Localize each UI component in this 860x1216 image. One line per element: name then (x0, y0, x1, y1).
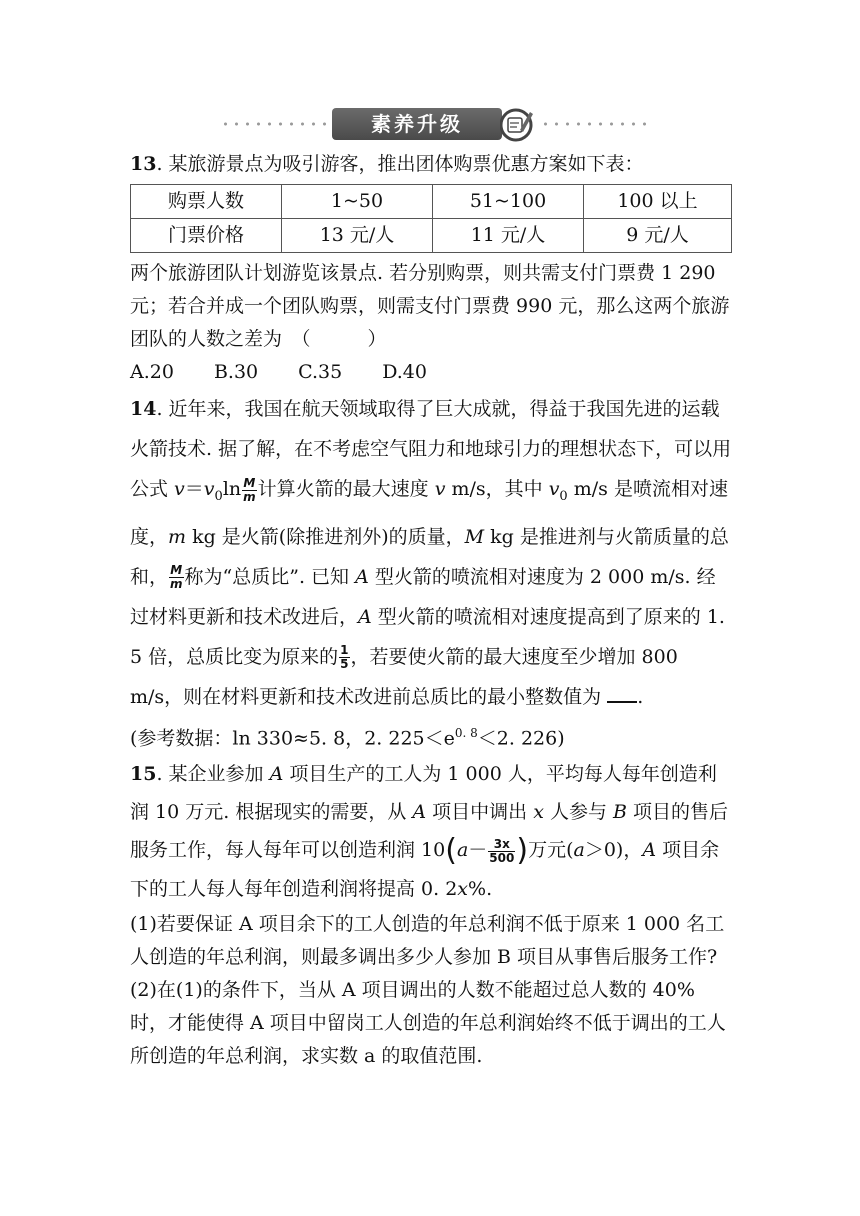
q14-reference: (参考数据：ln 330≈5. 8，2. $225<e^{0. 8}<2$. 226) (130, 725, 565, 750)
profit-fraction: $\frac{3x}{500}$ (489, 836, 515, 865)
table-cell: 9 元/人 (584, 219, 732, 253)
table-cell: 13 元/人 (282, 219, 433, 253)
table-row (131, 219, 732, 253)
mass-ratio-fraction: $\frac{M}{m}$ (170, 563, 183, 592)
section-banner (220, 104, 640, 144)
q15-part2: (2)在(1)的条件下，当从 A 项目调出的人数不能超过总人数的 40% 时，才能使得 A 项目中留岗工人创造的年总利润始终不低于调出的工人所创造的年总利润，求实数 a 的取值范围. (130, 979, 726, 1068)
table-row (131, 185, 732, 219)
table-cell: 购票人数 (131, 185, 282, 219)
banner-title: 素养升级 (332, 108, 502, 140)
q13-options (130, 356, 734, 389)
ticket-price-table (130, 184, 732, 253)
q14-text: 14. 近年来，我国在航天领域取得了巨大成就，得益于我国先进的运载火箭技术. 据了解，在不考虑空气阻力和地球引力的理想状态下，可以用公式 $v=v_0\ln$ $\frac{M}{m}$ 计算火箭的最大速度 v m/s，其中 $v_0$ m/s 是喷流相对速度，m kg 是火箭(除推进剂外)的质量，M kg 是推进剂与火箭质量的总和， $\frac{M}{m}$ 称为“总质比”. 已知 A 型火箭的喷流相对速度为 2 000 m/s. 经过材料更新和技术改进后，A 型火箭的喷流相对速度提高到了原来的 1. 5 倍，总质比变为原来的 $\frac{1}{5}$ ，若要使火箭的最大速度至少增加 800 m/s，则在材料更新和技术改进前总质比的最小整数值为 . (130, 398, 732, 708)
dotted-rule-right (540, 120, 650, 128)
table-cell: 1~50 (282, 185, 433, 219)
table-cell: 门票价格 (131, 219, 282, 253)
table-cell: 11 元/人 (433, 219, 584, 253)
answer-blank (607, 683, 637, 703)
q15-text: 15. 某企业参加 A 项目生产的工人为 1 000 人，平均每人每年创造利润 10 万元. 根据现实的需要，从 A 项目中调出 x 人参与 B 项目的售后服务工作，每人每年可以创造利润 10(a－ $\frac{3x}{500}$ )万元(a＞0)，A 项目余下的工人每人每年创造利润将提高 0. 2x%. (130, 763, 729, 901)
pencil-note-icon (500, 106, 534, 142)
q15-part1: (1)若要保证 A 项目余下的工人创造的年总利润不低于原来 1 000 名工人创造的年总利润，则最多调出多少人参加 B 项目从事售后服务工作? (130, 913, 725, 969)
option-b: B.30 (213, 361, 259, 383)
option-a: A.20 (130, 361, 174, 383)
mass-ratio-fraction: $\frac{M}{m}$ (243, 475, 256, 504)
table-cell: 100 以上 (584, 185, 732, 219)
table-cell: 51~100 (433, 185, 584, 219)
option-c: C.35 (298, 361, 343, 383)
question-content (130, 148, 734, 1073)
one-fifth-fraction: $\frac{1}{5}$ (340, 643, 349, 672)
q13-body: 两个旅游团队计划游览该景点. 若分别购票，则共需支付门票费 1 290 元；若合并成一个团队购票，则需支付门票费 990 元，那么这两个旅游团队的人数之差为 （ ） (130, 262, 730, 350)
q13-stem: 13. 某旅游景点为吸引游客，推出团体购票优惠方案如下表： (130, 153, 644, 175)
dotted-rule-left (220, 120, 330, 128)
option-d: D.40 (382, 361, 427, 383)
